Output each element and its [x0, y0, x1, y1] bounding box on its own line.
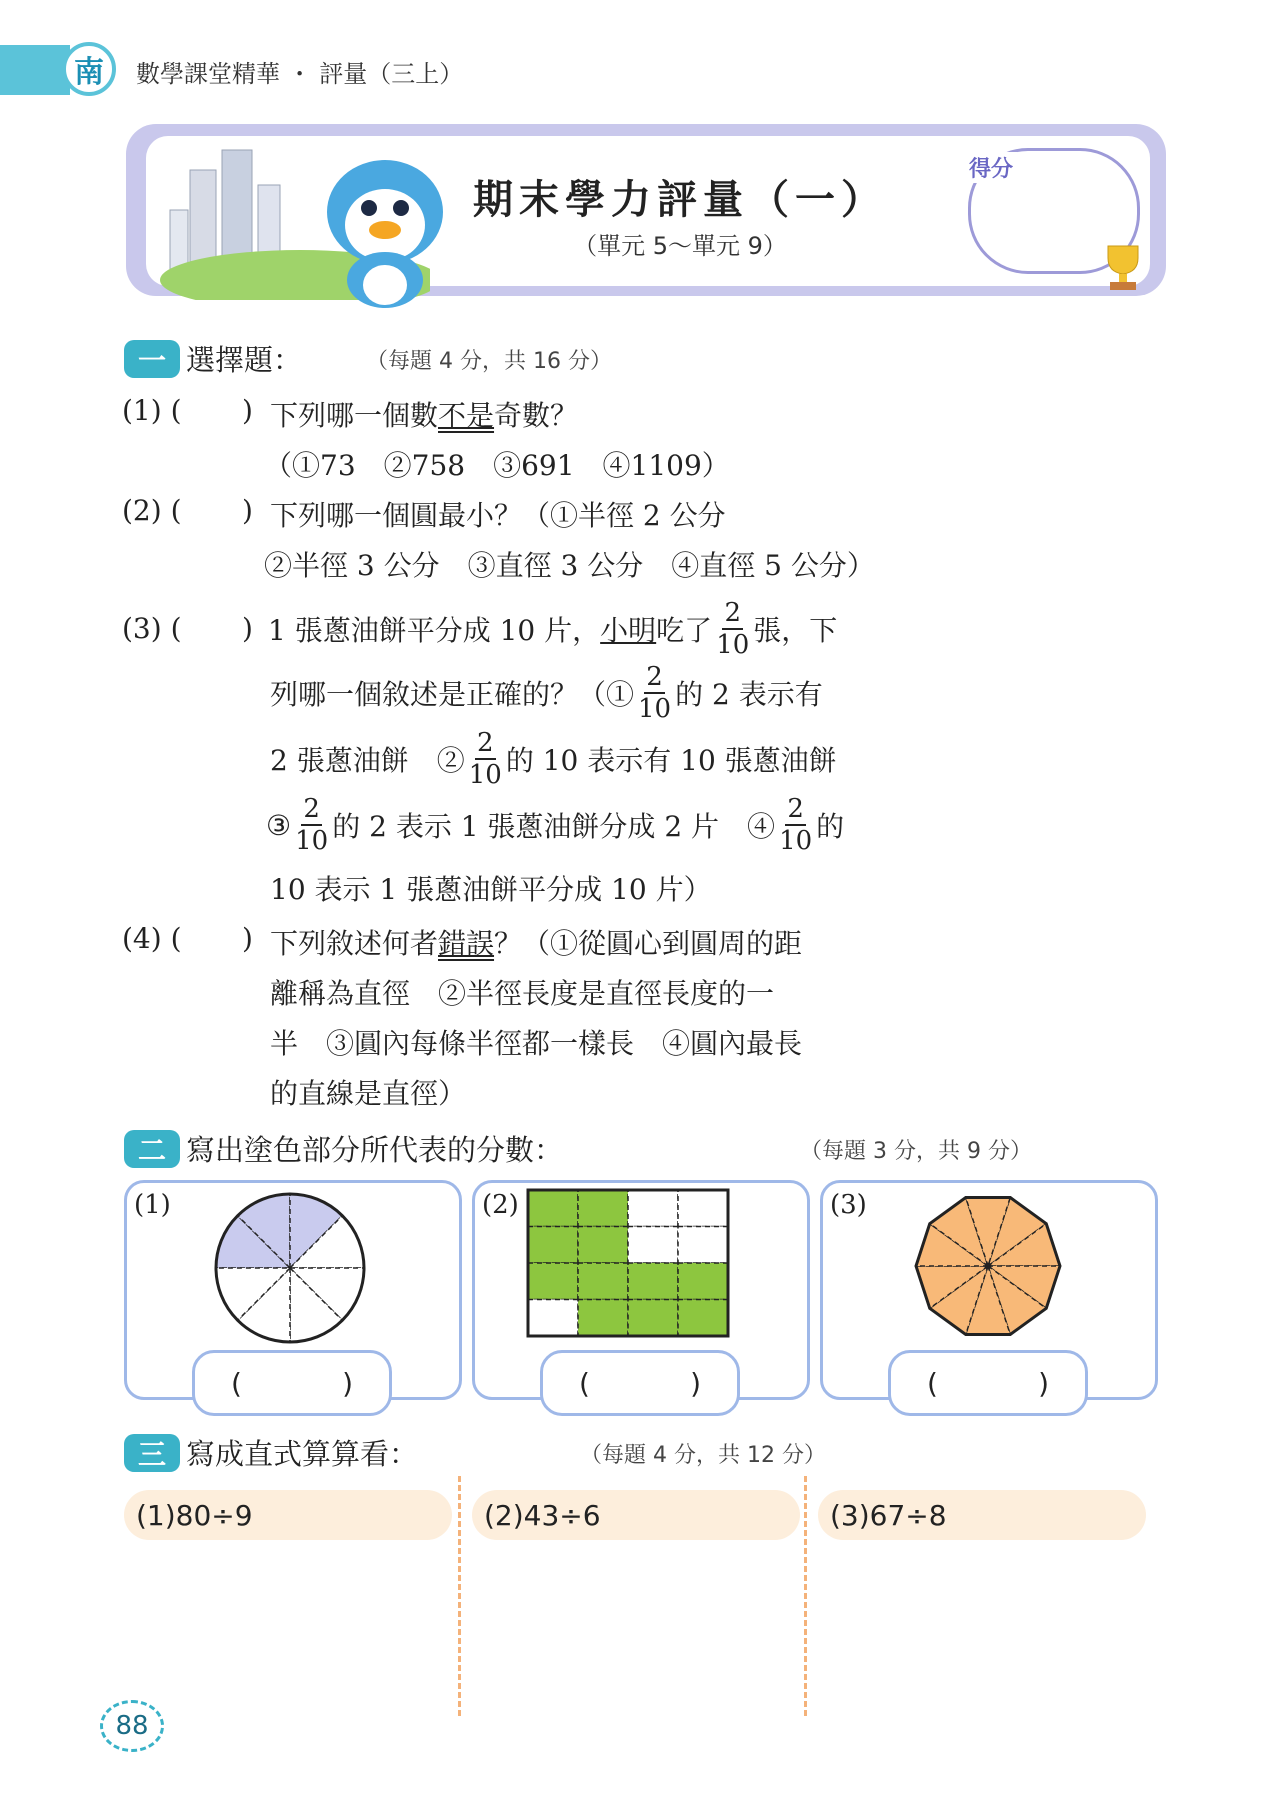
- question-3-line-1: [268, 600, 837, 658]
- grid-cell: [628, 1227, 678, 1264]
- question-4-line-4: 的直線是直徑）: [270, 1077, 467, 1110]
- grid-cell: [528, 1227, 578, 1264]
- answer-box-3[interactable]: [888, 1350, 1088, 1416]
- question-3-line-2: [270, 664, 823, 722]
- fraction-2-10: [469, 730, 502, 788]
- fraction-2-10: [716, 600, 749, 658]
- question-4-line-2: 離稱為直徑 ②半徑長度是直徑長度的一: [270, 977, 775, 1010]
- question-3-text-c: 張，下: [753, 614, 838, 647]
- section-number-3: 三: [124, 1434, 180, 1472]
- question-4-text-b: ？（①從圓心到圓周的距: [494, 927, 803, 960]
- answer-box-1[interactable]: [192, 1350, 392, 1416]
- question-3-text-g: 的 10 表示有 10 張蔥油餅: [505, 744, 837, 777]
- frac-num: 2: [787, 794, 804, 824]
- fraction-2-10: [779, 796, 812, 854]
- grid-cell: [578, 1227, 628, 1264]
- fraction-2-10: [295, 796, 328, 854]
- panel-label-3: (3): [830, 1190, 867, 1220]
- question-1-label: (1) (: [122, 394, 182, 427]
- decagon-center: [985, 1263, 992, 1270]
- question-1-emphasis: 不是: [438, 399, 495, 432]
- grid-cell: [578, 1263, 628, 1300]
- grid-cell: [678, 1227, 728, 1264]
- grid-cell: [528, 1263, 578, 1300]
- paren-open: (: [927, 1366, 938, 1400]
- frac-den: 10: [716, 630, 750, 660]
- question-2-options: ②半徑 3 公分 ③直徑 3 公分 ④直徑 5 公分）: [264, 549, 875, 582]
- section-title-3: 寫成直式算算看：: [186, 1437, 419, 1471]
- frac-num: 2: [303, 794, 320, 824]
- question-3-line-5: 10 表示 1 張蔥油餅平分成 10 片）: [270, 873, 712, 906]
- column-divider-2: [804, 1476, 807, 1716]
- frac-den: 10: [638, 694, 672, 724]
- question-3-text-i: 的 2 表示 1 張蔥油餅分成 2 片 ④: [332, 810, 776, 843]
- exam-subtitle: （單元 5～單元 9）: [573, 232, 787, 260]
- page-number: 88: [100, 1700, 164, 1752]
- question-3-text-j: 的: [816, 810, 845, 843]
- question-3-line-3: [270, 730, 837, 788]
- publisher-logo: 南: [62, 42, 116, 96]
- question-4-text-a: 下列敘述何者: [270, 927, 439, 960]
- question-4-emphasis: 錯誤: [438, 927, 495, 960]
- grid-cell: [528, 1300, 578, 1337]
- header-title: 數學課堂精華 ・ 評量（三上）: [136, 60, 464, 88]
- panel-label-2: (2): [482, 1190, 519, 1220]
- frac-num: 2: [724, 598, 741, 628]
- question-4-line-3: 半 ③圓內每條半徑都一樣長 ④圓內最長: [270, 1027, 803, 1060]
- question-3-line-4: [266, 796, 844, 854]
- division-problem-1: (1)80÷9: [124, 1490, 452, 1540]
- frac-num: 2: [476, 728, 494, 758]
- trophy-icon: [1100, 242, 1146, 292]
- division-problem-2: (2)43÷6: [472, 1490, 800, 1540]
- section-title-1: 選擇題：: [186, 343, 303, 377]
- frac-num: 2: [646, 662, 663, 692]
- question-1-text-b: 奇數？: [494, 399, 579, 432]
- paren-open: (: [231, 1366, 242, 1400]
- question-2-close: ): [242, 494, 253, 527]
- header-accent-bar: [0, 45, 70, 95]
- question-4-line-1: [270, 922, 802, 962]
- grid-cell: [628, 1263, 678, 1300]
- exam-title: 期末學力評量（一）: [473, 177, 887, 223]
- grid-cell: [678, 1263, 728, 1300]
- question-3-text-h: ③: [266, 808, 292, 842]
- grid-cell: [528, 1190, 578, 1227]
- paren-open: (: [579, 1366, 590, 1400]
- paren-close: ): [342, 1366, 353, 1400]
- question-3-name: 小明: [600, 614, 657, 647]
- question-1-close: ): [242, 394, 253, 427]
- shaded-circle-figure: [210, 1188, 370, 1348]
- grid-cell: [678, 1190, 728, 1227]
- grid-cell: [628, 1190, 678, 1227]
- division-problem-3: (3)67÷8: [818, 1490, 1146, 1540]
- question-4-label: (4) (: [122, 922, 182, 955]
- question-3-text-d: 列哪一個敘述是正確的？（①: [270, 678, 635, 711]
- question-3-text-f: 2 張蔥油餅 ②: [270, 744, 465, 777]
- paren-close: ): [1038, 1366, 1049, 1400]
- question-1-text-a: 下列哪一個數: [270, 399, 439, 432]
- column-divider-1: [458, 1476, 461, 1716]
- question-3-text-b: 吃了: [656, 614, 713, 647]
- frac-den: 10: [779, 826, 813, 856]
- grid-cell: [628, 1300, 678, 1337]
- question-3-text-a: 1 張蔥油餅平分成 10 片，: [268, 614, 601, 647]
- question-3-label: (3) (: [122, 612, 182, 645]
- paren-close: ): [690, 1366, 701, 1400]
- answer-box-2[interactable]: [540, 1350, 740, 1416]
- question-3-text-e: 的 2 表示有: [675, 678, 823, 711]
- frac-den: 10: [468, 760, 502, 790]
- question-2-text: 下列哪一個圓最小？（①半徑 2 公分: [270, 499, 726, 532]
- question-4-close: ): [242, 922, 253, 955]
- score-label: 得分: [965, 152, 1017, 183]
- section-note-1: （每題 4 分，共 16 分）: [366, 349, 612, 374]
- question-1-text: [270, 394, 578, 434]
- section-note-2: （每題 3 分，共 9 分）: [800, 1139, 1032, 1164]
- fraction-2-10: [638, 664, 671, 722]
- shaded-decagon-figure: [910, 1190, 1070, 1350]
- question-2-label: (2) (: [122, 494, 182, 527]
- section-number-1: 一: [124, 340, 180, 378]
- frac-den: 10: [295, 826, 329, 856]
- question-1-options: （①73 ②758 ③691 ④1109）: [264, 449, 730, 482]
- section-title-2: 寫出塗色部分所代表的分數：: [186, 1133, 564, 1167]
- shaded-grid-figure: [526, 1188, 736, 1338]
- grid-cell: [578, 1190, 628, 1227]
- section-number-2: 二: [124, 1130, 180, 1168]
- section-note-3: （每題 4 分，共 12 分）: [580, 1443, 826, 1468]
- question-3-close: ): [242, 612, 253, 645]
- grid-cell: [578, 1300, 628, 1337]
- grid-cell: [678, 1300, 728, 1337]
- panel-label-1: (1): [134, 1190, 171, 1220]
